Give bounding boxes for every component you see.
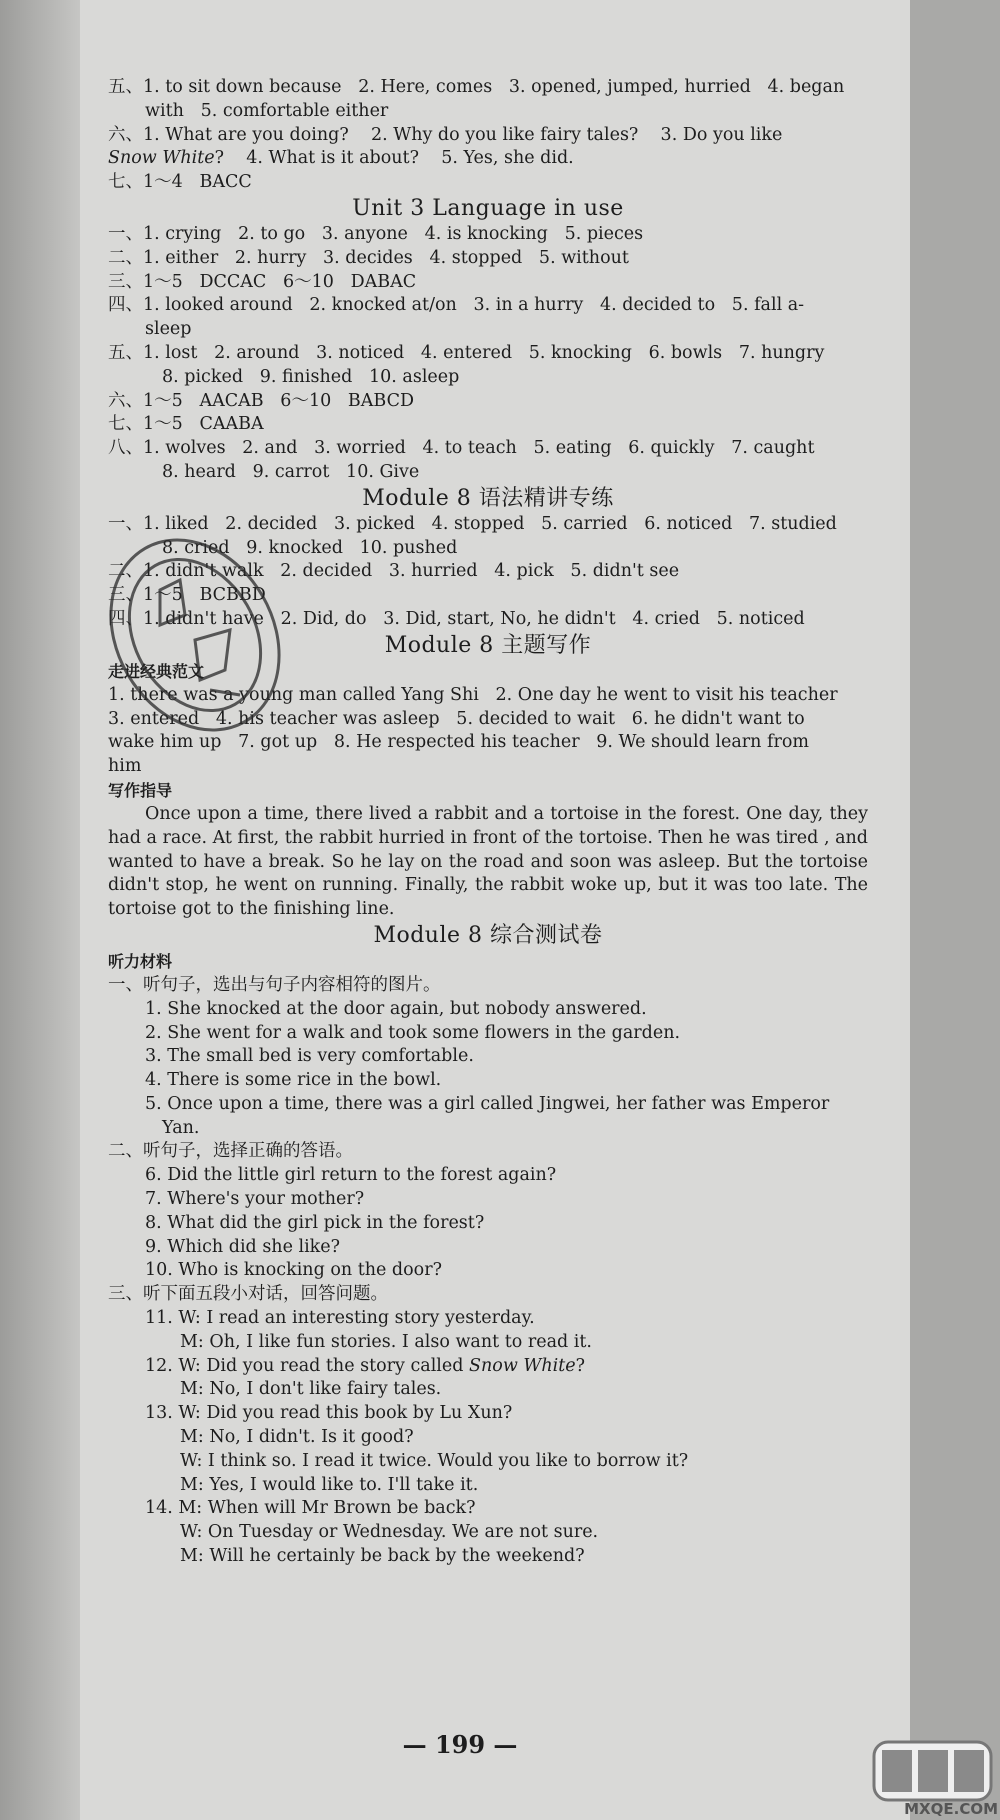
italic-title: Snow White: [469, 1355, 576, 1376]
text-line: 9. Which did she like?: [145, 1236, 341, 1257]
part-heading: 二、听句子，选择正确的答语。: [108, 1141, 353, 1162]
writing-guide-heading: 写作指导: [108, 780, 173, 800]
right-margin-shadow: [910, 0, 1000, 1820]
text-line: 2. She went for a walk and took some flowers in the garden.: [145, 1022, 681, 1043]
text-line: 6. Did the little girl return to the forest again?: [145, 1165, 557, 1186]
text-line: 五、1. lost 2. around 3. noticed 4. entered 5. knocking 6. bowls 7. hungry: [108, 342, 825, 363]
dialogue-line: M: Oh, I like fun stories. I also want to read it.: [180, 1331, 592, 1352]
italic-title: Snow White: [108, 148, 215, 169]
dialogue-line: M: Yes, I would like to. I'll take it.: [180, 1474, 479, 1495]
text-line: 8. picked 9. finished 10. asleep: [162, 366, 460, 387]
site-logo-url: MXQE.COM: [904, 1800, 998, 1818]
text-line: 1. She knocked at the door again, but nobody answered.: [145, 998, 647, 1019]
test-title: Module 8 综合测试卷: [373, 922, 603, 948]
text-line: 一、1. liked 2. decided 3. picked 4. stopped 5. carried 6. noticed 7. studied: [108, 513, 837, 534]
dialogue-line: 11. W: I read an interesting story yesterday.: [145, 1308, 535, 1329]
text-line: him: [108, 756, 142, 777]
text-line: 5. Once upon a time, there was a girl called Jingwei, her father was Emperor: [145, 1093, 830, 1114]
dialogue-line: M: Will he certainly be back by the weekend?: [180, 1546, 585, 1567]
text-line: 一、1. crying 2. to go 3. anyone 4. is knocking 5. pieces: [108, 223, 644, 244]
answer-page: [80, 0, 910, 1820]
text-line: 7. Where's your mother?: [145, 1189, 365, 1210]
text-line: 3. entered 4. his teacher was asleep 5. decided to wait 6. he didn't want to: [108, 708, 805, 729]
text-line: 四、1. didn't have 2. Did, do 3. Did, start, No, he didn't 4. cried 5. noticed: [108, 608, 805, 629]
text-line: [108, 147, 868, 171]
text-line: 七、1～5 CAABA: [108, 414, 264, 435]
unit3-title: Unit 3 Language in use: [352, 195, 624, 221]
text-line: 五、1. to sit down because 2. Here, comes 3. opened, jumped, hurried 4. began: [108, 77, 845, 97]
listening-heading: 听力材料: [108, 951, 173, 971]
grammar-title: Module 8 语法精讲专练: [362, 485, 614, 511]
text-line: 三、1～5 DCCAC 6～10 DABAC: [108, 271, 417, 292]
page-edge-shadow: [0, 0, 80, 1820]
text-line: 七、1～4 BACC: [108, 172, 252, 193]
text-line: 8. heard 9. carrot 10. Give: [162, 461, 420, 482]
text-line: wake him up 7. got up 8. He respected his teacher 9. We should learn from: [108, 732, 809, 753]
text-line: 二、1. didn't walk 2. decided 3. hurried 4. pick 5. didn't see: [108, 561, 680, 582]
dialogue-line: W: I think so. I read it twice. Would you like to borrow it?: [180, 1450, 689, 1471]
page-content: [108, 76, 868, 1569]
page-number: [360, 1730, 560, 1759]
dialogue-line: M: No, I didn't. Is it good?: [180, 1427, 414, 1448]
classic-essay-heading: 走进经典范文: [108, 661, 205, 681]
sample-essay: Once upon a time, there lived a rabbit and a tortoise in the forest. One day, they had a race. At first, the rabbit hurried in front of the tortoise. Then he was tired , and wanted to have a break. So he lay on the road and soon was asleep. But the tortoise didn't stop, he went on running. Finally, the rabbit woke up, but it was too late. The tortoise got to the finishing line.: [108, 803, 868, 920]
writing-title: Module 8 主题写作: [384, 632, 592, 658]
text-span: 12. W: Did you read the story called: [145, 1355, 470, 1376]
dialogue-line: 13. W: Did you read this book by Lu Xun?: [145, 1403, 513, 1424]
text-line: sleep: [145, 319, 192, 340]
text-line: Yan.: [162, 1117, 200, 1138]
text-line: 二、1. either 2. hurry 3. decides 4. stopped 5. without: [108, 247, 629, 268]
text-line: 六、1～5 AACAB 6～10 BABCD: [108, 390, 415, 411]
text-line: 4. There is some rice in the bowl.: [145, 1070, 442, 1091]
text-line: 四、1. looked around 2. knocked at/on 3. in a hurry 4. decided to 5. fall a-: [108, 295, 805, 316]
text-line: 三、1～5 BCBBD: [108, 585, 266, 606]
part-heading: 三、听下面五段小对话，回答问题。: [108, 1284, 388, 1305]
text-line: 六、1. What are you doing? 2. Why do you like fairy tales? 3. Do you like: [108, 124, 783, 145]
text-span: ? 4. What is it about? 5. Yes, she did.: [214, 148, 574, 169]
dialogue-line: W: On Tuesday or Wednesday. We are not sure.: [180, 1522, 599, 1543]
text-line: 3. The small bed is very comfortable.: [145, 1046, 474, 1067]
watermark-stamp-icon: [100, 520, 290, 750]
text-line: 8. What did the girl pick in the forest?: [145, 1212, 485, 1233]
text-line: 1. there was a young man called Yang Shi 2. One day he went to visit his teacher: [108, 684, 838, 705]
part-heading: 一、听句子，选出与句子内容相符的图片。: [108, 974, 441, 995]
dialogue-line: 14. M: When will Mr Brown be back?: [145, 1498, 476, 1519]
page-number-value: 199: [434, 1730, 486, 1759]
text-line: 八、1. wolves 2. and 3. worried 4. to teach 5. eating 6. quickly 7. caught: [108, 438, 815, 459]
text-span: ?: [575, 1355, 586, 1376]
text-line: with 5. comfortable either: [145, 100, 389, 121]
footer-dash: —: [402, 1730, 427, 1759]
dialogue-line: M: No, I don't like fairy tales.: [180, 1379, 442, 1400]
footer-dash: —: [493, 1730, 518, 1759]
text-line: 8. cried 9. knocked 10. pushed: [162, 537, 458, 558]
text-line: 10. Who is knocking on the door?: [145, 1260, 442, 1281]
dialogue-line: [108, 1355, 868, 1379]
